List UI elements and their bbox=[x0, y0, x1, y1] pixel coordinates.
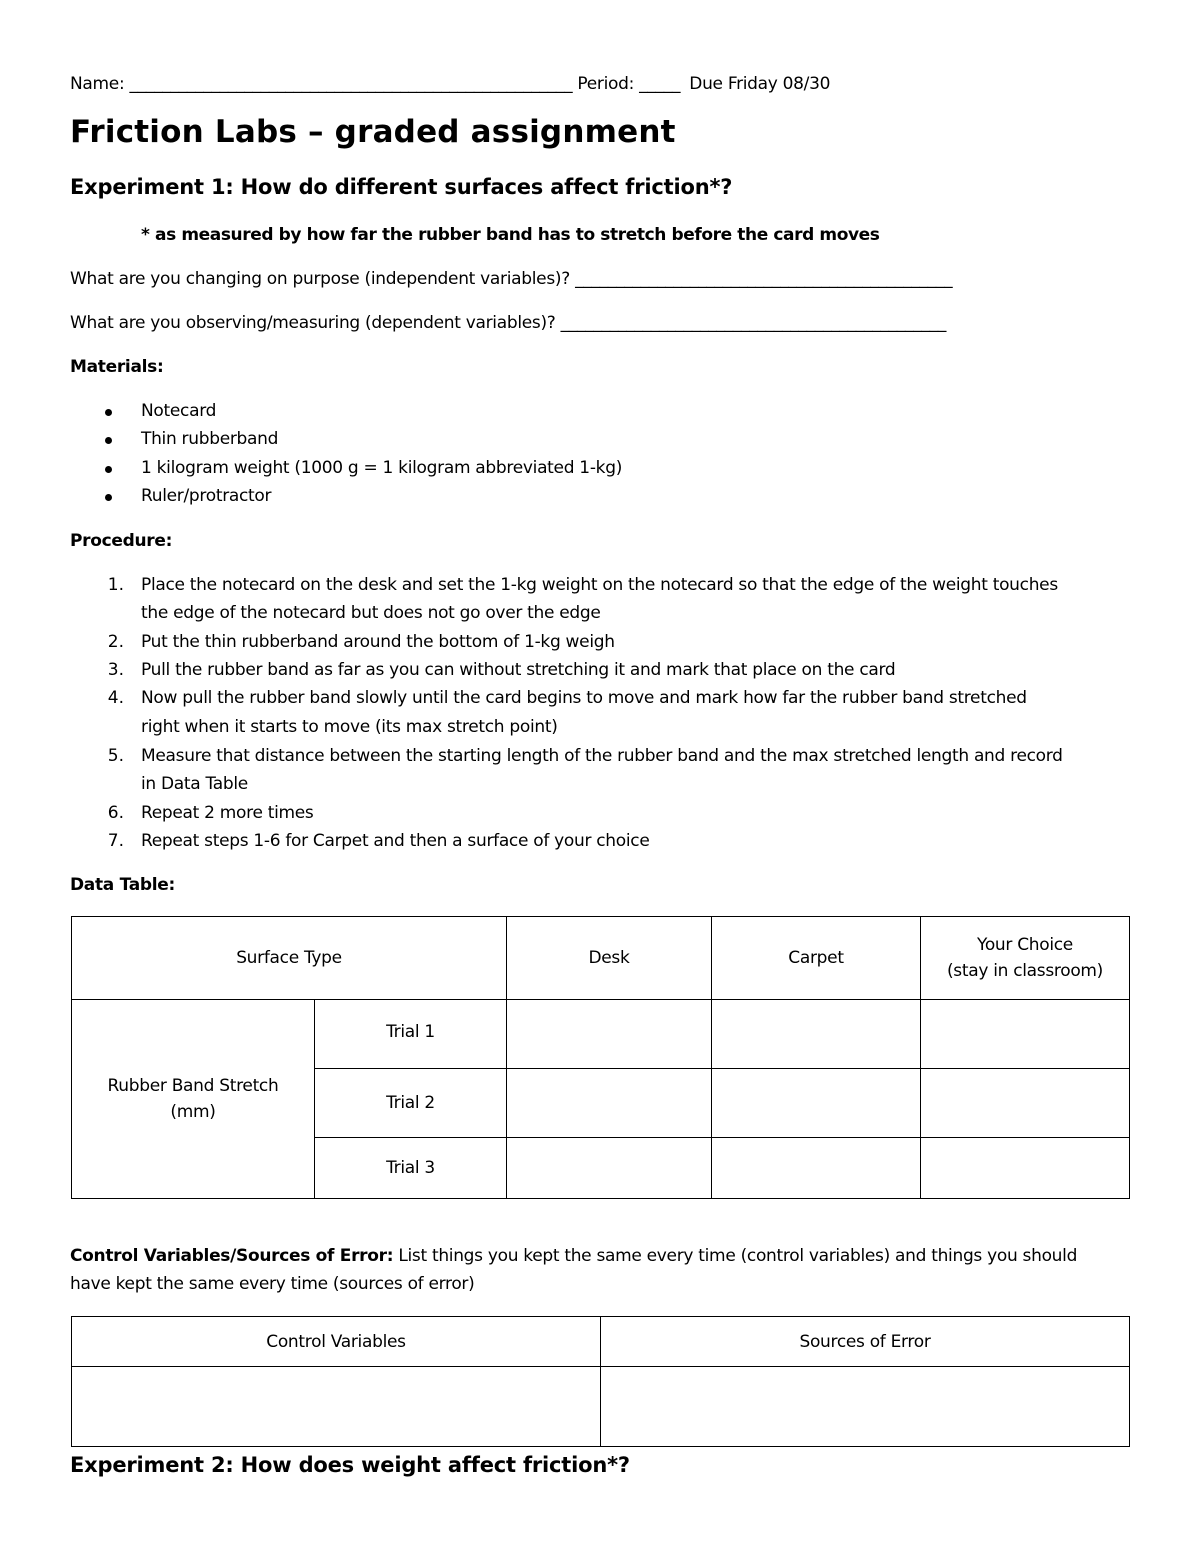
independent-question-text: What are you changing on purpose (independent variables)? bbox=[70, 269, 570, 289]
header-control-variables: Control Variables bbox=[72, 1317, 601, 1367]
step-number: 5. bbox=[107, 746, 124, 766]
procedure-step-line: the edge of the notecard but does not go over the edge bbox=[141, 603, 601, 623]
page-title: Friction Labs – graded assignment bbox=[70, 114, 676, 150]
step-number: 6. bbox=[107, 803, 124, 823]
cell-control-variables[interactable] bbox=[72, 1367, 601, 1447]
cell-carpet-trial1[interactable] bbox=[712, 1000, 921, 1069]
procedure-step-line: in Data Table bbox=[141, 774, 248, 794]
header-sources-of-error: Sources of Error bbox=[601, 1317, 1130, 1367]
cell-desk-trial3[interactable] bbox=[507, 1138, 712, 1199]
bullet-icon bbox=[105, 437, 112, 444]
step-number: 3. bbox=[107, 660, 124, 680]
control-table bbox=[71, 1316, 1130, 1447]
dependent-answer-blank[interactable]: _______________________________________________ bbox=[560, 313, 947, 333]
control-variables-instructions bbox=[70, 1246, 1077, 1266]
procedure-step-line: Repeat steps 1-6 for Carpet and then a surface of your choice bbox=[141, 831, 650, 851]
cell-carpet-trial3[interactable] bbox=[712, 1138, 921, 1199]
step-number: 4. bbox=[107, 688, 124, 708]
row-label-line1: Rubber Band Stretch bbox=[107, 1076, 279, 1096]
table-row bbox=[72, 1367, 1130, 1447]
materials-heading: Materials: bbox=[70, 357, 164, 377]
trial-label: Trial 2 bbox=[315, 1069, 507, 1138]
header-your-choice bbox=[921, 917, 1130, 1000]
cell-choice-trial2[interactable] bbox=[921, 1069, 1130, 1138]
data-table-heading: Data Table: bbox=[70, 875, 176, 895]
trial-label: Trial 3 bbox=[315, 1138, 507, 1199]
table-row bbox=[72, 1000, 1130, 1069]
cell-choice-trial1[interactable] bbox=[921, 1000, 1130, 1069]
table-header-row bbox=[72, 1317, 1130, 1367]
row-label-line2: (mm) bbox=[170, 1102, 216, 1122]
table-header-row bbox=[72, 917, 1130, 1000]
control-text-line1: List things you kept the same every time (control variables) and things you should bbox=[398, 1246, 1078, 1266]
experiment1-heading: Experiment 1: How do different surfaces affect friction*? bbox=[70, 175, 733, 199]
procedure-step-line: Put the thin rubberband around the bottom of 1-kg weigh bbox=[141, 632, 615, 652]
procedure-step-line: Now pull the rubber band slowly until the card begins to move and mark how far the rubber band stretched bbox=[141, 688, 1027, 708]
header-carpet: Carpet bbox=[712, 917, 921, 1000]
header-surface-type: Surface Type bbox=[72, 917, 507, 1000]
procedure-step-line: right when it starts to move (its max stretch point) bbox=[141, 717, 558, 737]
control-heading: Control Variables/Sources of Error: bbox=[70, 1246, 394, 1266]
cell-sources-of-error[interactable] bbox=[601, 1367, 1130, 1447]
procedure-step-line: Repeat 2 more times bbox=[141, 803, 314, 823]
period-blank[interactable]: _____ bbox=[639, 74, 681, 94]
procedure-step-line: Measure that distance between the starting length of the rubber band and the max stretched length and record bbox=[141, 746, 1063, 766]
name-label: Name: bbox=[70, 74, 125, 94]
experiment2-heading: Experiment 2: How does weight affect friction*? bbox=[70, 1453, 630, 1477]
header-choice-line1: Your Choice bbox=[977, 935, 1073, 955]
row-label-rubber-band-stretch bbox=[72, 1000, 315, 1199]
period-label: Period: bbox=[577, 74, 635, 94]
dependent-variables-question bbox=[70, 313, 946, 333]
independent-answer-blank[interactable]: ______________________________________________ bbox=[575, 269, 953, 289]
bullet-icon bbox=[105, 466, 112, 473]
bullet-icon bbox=[105, 409, 112, 416]
header-line bbox=[70, 74, 830, 94]
header-desk: Desk bbox=[507, 917, 712, 1000]
header-choice-line2: (stay in classroom) bbox=[946, 961, 1104, 981]
data-table bbox=[71, 916, 1130, 1199]
cell-carpet-trial2[interactable] bbox=[712, 1069, 921, 1138]
materials-item: Thin rubberband bbox=[141, 429, 279, 449]
independent-variables-question bbox=[70, 269, 952, 289]
procedure-step-line: Place the notecard on the desk and set the 1-kg weight on the notecard so that the edge of the weight touches bbox=[141, 575, 1058, 595]
step-number: 2. bbox=[107, 632, 124, 652]
due-date: Due Friday 08/30 bbox=[689, 74, 831, 94]
step-number: 7. bbox=[107, 831, 124, 851]
trial-label: Trial 1 bbox=[315, 1000, 507, 1069]
materials-item: Ruler/protractor bbox=[141, 486, 272, 506]
procedure-heading: Procedure: bbox=[70, 531, 173, 551]
materials-item: Notecard bbox=[141, 401, 217, 421]
procedure-step-line: Pull the rubber band as far as you can without stretching it and mark that place on the card bbox=[141, 660, 896, 680]
dependent-question-text: What are you observing/measuring (dependent variables)? bbox=[70, 313, 556, 333]
step-number: 1. bbox=[107, 575, 124, 595]
cell-choice-trial3[interactable] bbox=[921, 1138, 1130, 1199]
cell-desk-trial1[interactable] bbox=[507, 1000, 712, 1069]
name-blank[interactable]: ______________________________________________________ bbox=[129, 74, 573, 94]
measurement-note: * as measured by how far the rubber band has to stretch before the card moves bbox=[141, 225, 880, 245]
bullet-icon bbox=[105, 494, 112, 501]
materials-item: 1 kilogram weight (1000 g = 1 kilogram abbreviated 1-kg) bbox=[141, 458, 623, 478]
control-text-line2: have kept the same every time (sources of error) bbox=[70, 1274, 475, 1294]
cell-desk-trial2[interactable] bbox=[507, 1069, 712, 1138]
